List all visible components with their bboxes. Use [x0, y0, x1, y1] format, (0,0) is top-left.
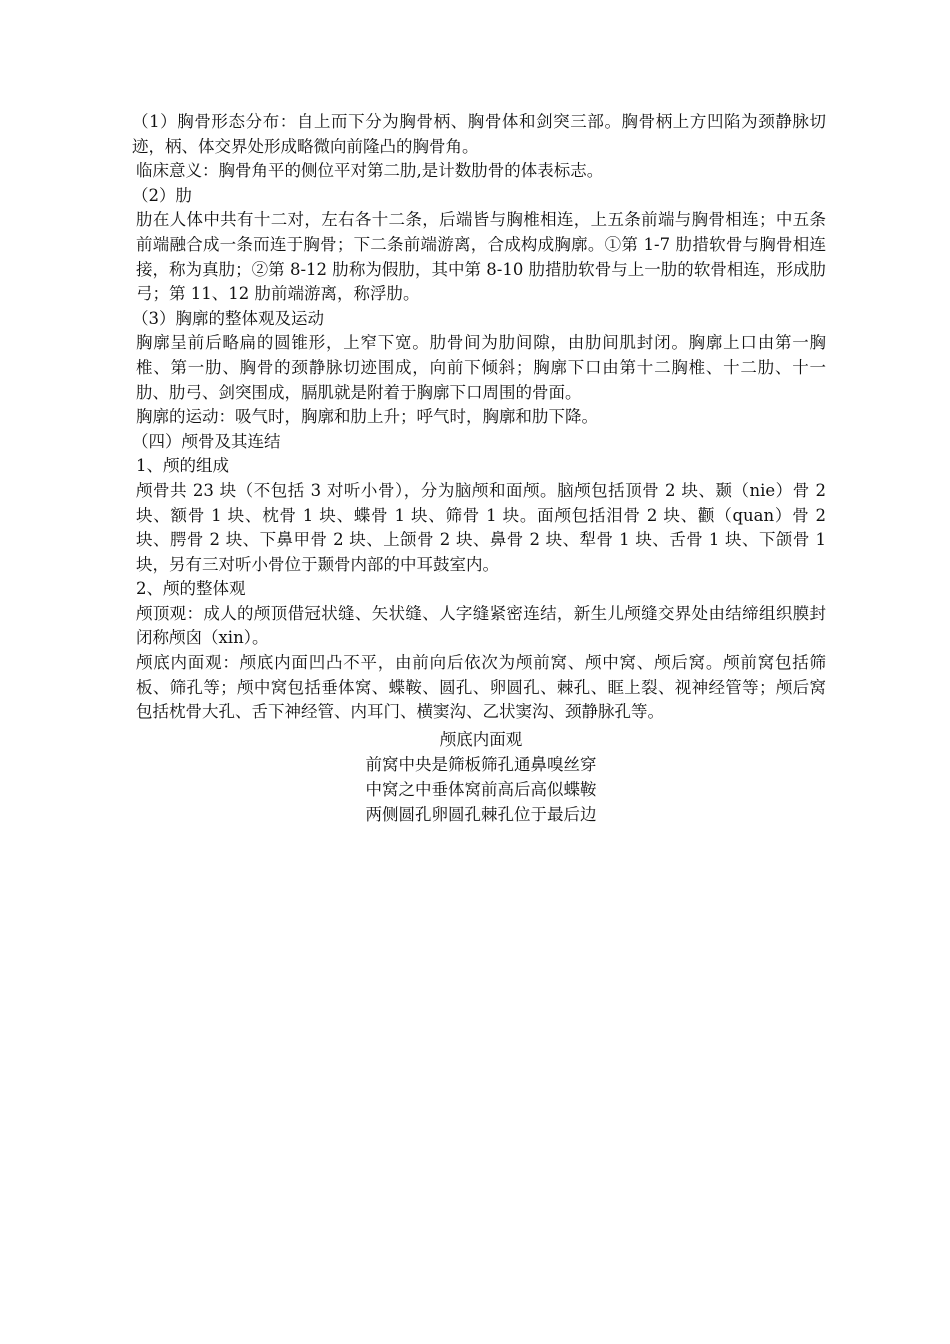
- poem-title: 颅底内面观: [439, 729, 523, 749]
- clinical-significance-paragraph: 临床意义：胸骨角平的侧位平对第二肋,是计数肋骨的体表标志。: [136, 161, 604, 181]
- rib-paragraph: 肋在人体中共有十二对，左右各十二条，后端皆与胸椎相连，上五条前端与胸骨相连；中五条前端融合成一条而连于胸骨；下二条前端游离，合成构成胸廓。①第 1-7 肋措软骨与胸骨相连接，称为真肋；②第 8-12 肋称为假肋，其中第 8-10 肋措肋软骨与上一肋的软骨相连，形成肋弓；第 11、12 肋前端游离，称浮肋。: [136, 210, 826, 304]
- skull-composition-heading: 1、颅的组成: [136, 456, 229, 476]
- skull-base-paragraph: 颅底内面观：颅底内面凹凸不平，由前向后依次为颅前窝、颅中窝、颅后窝。颅前窝包括筛板、筛孔等；颅中窝包括垂体窝、蝶鞍、圆孔、卵圆孔、棘孔、眶上裂、视神经管等；颅后窝包括枕骨大孔、舌下神经管、内耳门、横窦沟、乙状窦沟、颈静脉孔等。: [136, 653, 826, 722]
- skull-composition-paragraph: 颅骨共 23 块（不包括 3 对听小骨），分为脑颅和面颅。脑颅包括顶骨 2 块、颞（nie）骨 2 块、额骨 1 块、枕骨 1 块、蝶骨 1 块、筛骨 1 块。面颅包括泪骨 2 块、颧（quan）骨 2 块、腭骨 2 块、下鼻甲骨 2 块、上颌骨 2 块、鼻骨 2 块、犁骨 1 块、舌骨 1 块、下颌骨 1 块，另有三对听小骨位于颞骨内部的中耳鼓室内。: [136, 480, 826, 574]
- rib-heading: （2）肋: [132, 185, 192, 205]
- skull-heading: （四）颅骨及其连结: [132, 431, 281, 451]
- thorax-paragraph: 胸廓呈前后略扁的圆锥形，上窄下宽。肋骨间为肋间隙，由肋间肌封闭。胸廓上口由第一胸椎、第一肋、胸骨的颈静脉切迹围成，向前下倾斜；胸廓下口由第十二胸椎、十二肋、十一肋、肋弓、剑突围成，膈肌就是附着于胸廓下口周围的骨面。: [136, 333, 826, 402]
- skull-top-paragraph: 颅顶观：成人的颅顶借冠状缝、矢状缝、人字缝紧密连结，新生儿颅缝交界处由结缔组织膜封闭称颅囟（xin）。: [136, 603, 826, 648]
- poem-line: 前窝中央是筛板筛孔通鼻嗅丝穿: [365, 754, 597, 774]
- document-page: [132, 110, 826, 827]
- poem-line: 中窝之中垂体窝前高后高似蝶鞍: [365, 779, 597, 799]
- mnemonic-poem: [136, 727, 826, 827]
- skull-overall-heading: 2、颅的整体观: [136, 579, 246, 599]
- poem-line: 两侧圆孔卵圆孔棘孔位于最后边: [365, 804, 597, 824]
- thorax-heading: （3）胸廓的整体观及运动: [132, 308, 324, 328]
- sternum-paragraph: （1）胸骨形态分布：自上而下分为胸骨柄、胸骨体和剑突三部。胸骨柄上方凹陷为颈静脉切迹，柄、体交界处形成略微向前隆凸的胸骨角。: [132, 112, 826, 156]
- thorax-motion-paragraph: 胸廓的运动：吸气时，胸廓和肋上升；呼气时，胸廓和肋下降。: [136, 407, 598, 427]
